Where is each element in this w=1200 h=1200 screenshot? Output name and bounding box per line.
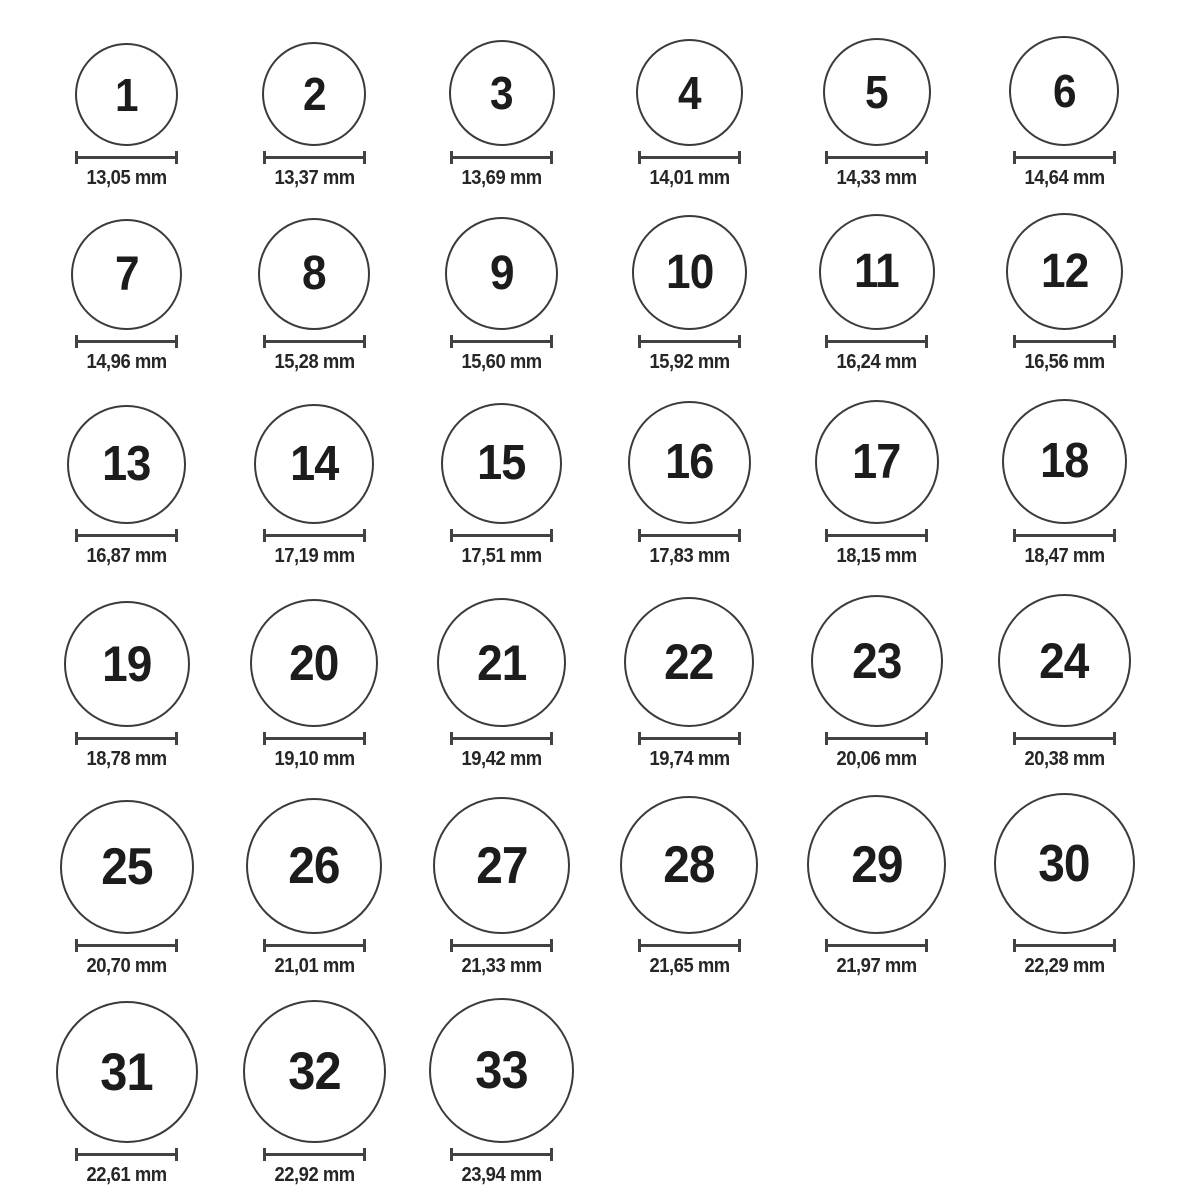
ring-size-item bbox=[408, 40, 596, 189]
ring-circle bbox=[449, 40, 555, 146]
diameter-dimension-line bbox=[450, 939, 553, 952]
ring-size-item bbox=[408, 797, 596, 977]
ring-circle bbox=[998, 594, 1131, 727]
ring-size-number: 5 bbox=[865, 66, 889, 118]
diameter-dimension-line bbox=[638, 732, 741, 745]
ring-circle bbox=[807, 795, 946, 934]
ring-size-item bbox=[408, 217, 596, 373]
diameter-label: 20,70 mm bbox=[86, 955, 167, 977]
dimension-tick-right bbox=[550, 1148, 553, 1161]
ring-circle bbox=[437, 598, 566, 727]
diameter-label: 19,10 mm bbox=[274, 748, 355, 770]
diameter-dimension-line bbox=[263, 151, 366, 164]
chart-row bbox=[33, 399, 1200, 567]
ring-size-number: 29 bbox=[851, 835, 903, 894]
diameter-label: 13,05 mm bbox=[86, 167, 167, 189]
ring-circle bbox=[254, 404, 374, 524]
diameter-dimension-line bbox=[450, 151, 553, 164]
dimension-bar bbox=[78, 534, 175, 537]
ring-circle bbox=[75, 43, 178, 146]
ring-size-item bbox=[221, 218, 409, 373]
ring-circle bbox=[1006, 213, 1123, 330]
ring-size-item bbox=[783, 595, 971, 770]
dimension-tick-right bbox=[738, 939, 741, 952]
dimension-bar bbox=[1016, 944, 1113, 947]
dimension-tick-right bbox=[550, 335, 553, 348]
ring-circle bbox=[620, 796, 758, 934]
dimension-tick-right bbox=[1113, 939, 1116, 952]
ring-circle bbox=[246, 798, 382, 934]
ring-circle bbox=[250, 599, 378, 727]
dimension-bar bbox=[78, 340, 175, 343]
ring-size-item bbox=[33, 601, 221, 770]
diameter-dimension-line bbox=[75, 939, 178, 952]
ring-circle bbox=[60, 800, 194, 934]
diameter-label: 17,19 mm bbox=[274, 545, 355, 567]
dimension-tick-right bbox=[550, 151, 553, 164]
dimension-tick-right bbox=[738, 732, 741, 745]
ring-circle bbox=[64, 601, 190, 727]
ring-size-item bbox=[971, 399, 1159, 567]
ring-size-number: 2 bbox=[302, 68, 326, 120]
diameter-label: 14,96 mm bbox=[86, 351, 167, 373]
ring-size-number: 27 bbox=[476, 836, 528, 895]
dimension-bar bbox=[1016, 737, 1113, 740]
diameter-dimension-line bbox=[450, 335, 553, 348]
diameter-dimension-line bbox=[638, 529, 741, 542]
dimension-tick-right bbox=[175, 151, 178, 164]
ring-size-item bbox=[596, 215, 784, 373]
diameter-label: 17,51 mm bbox=[461, 545, 542, 567]
dimension-tick-right bbox=[363, 1148, 366, 1161]
diameter-dimension-line bbox=[450, 529, 553, 542]
diameter-dimension-line bbox=[1013, 335, 1116, 348]
diameter-dimension-line bbox=[450, 732, 553, 745]
diameter-dimension-line bbox=[1013, 939, 1116, 952]
diameter-label: 15,60 mm bbox=[461, 351, 542, 373]
ring-size-item bbox=[783, 38, 971, 189]
dimension-bar bbox=[78, 944, 175, 947]
diameter-label: 20,06 mm bbox=[836, 748, 917, 770]
ring-size-item bbox=[408, 403, 596, 567]
ring-size-number: 4 bbox=[677, 66, 701, 119]
ring-size-number: 21 bbox=[477, 634, 527, 691]
ring-circle bbox=[433, 797, 570, 934]
ring-size-number: 10 bbox=[665, 245, 713, 299]
ring-size-number: 7 bbox=[114, 247, 139, 301]
diameter-label: 15,92 mm bbox=[649, 351, 730, 373]
diameter-label: 16,87 mm bbox=[86, 545, 167, 567]
diameter-dimension-line bbox=[75, 1148, 178, 1161]
ring-size-item bbox=[783, 795, 971, 977]
ring-circle bbox=[624, 597, 754, 727]
dimension-bar bbox=[1016, 340, 1113, 343]
ring-size-item bbox=[596, 39, 784, 189]
ring-size-item bbox=[221, 42, 409, 189]
ring-circle bbox=[243, 1000, 386, 1143]
dimension-tick-right bbox=[175, 529, 178, 542]
dimension-tick-right bbox=[1113, 732, 1116, 745]
dimension-tick-right bbox=[550, 939, 553, 952]
diameter-dimension-line bbox=[1013, 529, 1116, 542]
dimension-bar bbox=[453, 737, 550, 740]
dimension-tick-right bbox=[925, 939, 928, 952]
diameter-label: 19,74 mm bbox=[649, 748, 730, 770]
dimension-tick-right bbox=[1113, 151, 1116, 164]
diameter-label: 21,97 mm bbox=[836, 955, 917, 977]
diameter-dimension-line bbox=[638, 151, 741, 164]
ring-circle bbox=[56, 1001, 198, 1143]
diameter-dimension-line bbox=[825, 732, 928, 745]
dimension-bar bbox=[453, 1153, 550, 1156]
dimension-tick-right bbox=[363, 151, 366, 164]
ring-size-number: 14 bbox=[290, 436, 339, 491]
diameter-label: 18,78 mm bbox=[86, 748, 167, 770]
ring-circle bbox=[823, 38, 931, 146]
diameter-dimension-line bbox=[825, 939, 928, 952]
diameter-dimension-line bbox=[825, 151, 928, 164]
dimension-bar bbox=[453, 944, 550, 947]
ring-size-number: 33 bbox=[475, 1041, 528, 1100]
dimension-tick-right bbox=[175, 939, 178, 952]
ring-size-number: 18 bbox=[1040, 434, 1089, 488]
ring-size-number: 11 bbox=[854, 245, 900, 298]
ring-size-number: 15 bbox=[477, 436, 526, 490]
ring-circle bbox=[1002, 399, 1127, 524]
chart-row bbox=[33, 594, 1200, 770]
diameter-label: 19,42 mm bbox=[461, 748, 542, 770]
dimension-tick-right bbox=[175, 1148, 178, 1161]
dimension-bar bbox=[453, 340, 550, 343]
dimension-bar bbox=[266, 1153, 363, 1156]
diameter-label: 20,38 mm bbox=[1024, 748, 1105, 770]
ring-size-item bbox=[596, 597, 784, 770]
ring-size-item bbox=[971, 594, 1159, 770]
ring-size-number: 31 bbox=[100, 1042, 153, 1102]
diameter-dimension-line bbox=[1013, 732, 1116, 745]
ring-size-item bbox=[783, 400, 971, 567]
diameter-label: 16,24 mm bbox=[836, 351, 917, 373]
diameter-dimension-line bbox=[263, 1148, 366, 1161]
ring-size-number: 9 bbox=[489, 246, 514, 300]
dimension-bar bbox=[78, 737, 175, 740]
ring-size-item bbox=[596, 796, 784, 977]
ring-size-item bbox=[33, 405, 221, 567]
dimension-tick-right bbox=[925, 529, 928, 542]
diameter-dimension-line bbox=[825, 335, 928, 348]
ring-size-item bbox=[596, 401, 784, 567]
dimension-tick-right bbox=[738, 529, 741, 542]
ring-size-item bbox=[33, 43, 221, 189]
ring-size-number: 24 bbox=[1039, 632, 1089, 689]
dimension-bar bbox=[453, 534, 550, 537]
diameter-label: 21,65 mm bbox=[649, 955, 730, 977]
ring-size-item bbox=[221, 599, 409, 770]
ring-size-item bbox=[408, 598, 596, 770]
dimension-bar bbox=[266, 534, 363, 537]
dimension-tick-right bbox=[738, 151, 741, 164]
dimension-tick-right bbox=[363, 732, 366, 745]
diameter-dimension-line bbox=[263, 335, 366, 348]
dimension-bar bbox=[641, 156, 738, 159]
ring-size-item bbox=[971, 36, 1159, 189]
dimension-bar bbox=[453, 156, 550, 159]
ring-size-item bbox=[408, 998, 596, 1186]
diameter-label: 18,47 mm bbox=[1024, 545, 1105, 567]
dimension-bar bbox=[641, 737, 738, 740]
diameter-label: 21,01 mm bbox=[274, 955, 355, 977]
diameter-label: 13,37 mm bbox=[274, 167, 355, 189]
ring-circle bbox=[994, 793, 1135, 934]
ring-circle bbox=[819, 214, 935, 330]
ring-circle bbox=[262, 42, 366, 146]
diameter-label: 17,83 mm bbox=[649, 545, 730, 567]
ring-size-number: 19 bbox=[102, 636, 152, 692]
dimension-tick-right bbox=[175, 335, 178, 348]
diameter-dimension-line bbox=[638, 939, 741, 952]
ring-size-number: 8 bbox=[302, 247, 327, 300]
dimension-bar bbox=[828, 156, 925, 159]
ring-size-item bbox=[971, 793, 1159, 977]
dimension-bar bbox=[266, 737, 363, 740]
dimension-bar bbox=[1016, 156, 1113, 159]
ring-size-number: 30 bbox=[1038, 834, 1090, 893]
ring-size-number: 17 bbox=[852, 434, 901, 489]
ring-size-number: 25 bbox=[101, 838, 153, 896]
ring-circle bbox=[815, 400, 939, 524]
ring-circle bbox=[811, 595, 943, 727]
diameter-label: 18,15 mm bbox=[836, 545, 917, 567]
ring-size-item bbox=[33, 219, 221, 373]
ring-circle bbox=[636, 39, 743, 146]
ring-size-item bbox=[33, 800, 221, 977]
ring-circle bbox=[258, 218, 370, 330]
dimension-bar bbox=[828, 534, 925, 537]
diameter-label: 13,69 mm bbox=[461, 167, 542, 189]
dimension-bar bbox=[828, 340, 925, 343]
dimension-tick-right bbox=[1113, 529, 1116, 542]
ring-size-number: 12 bbox=[1040, 244, 1088, 298]
diameter-dimension-line bbox=[825, 529, 928, 542]
ring-size-number: 23 bbox=[852, 633, 902, 689]
ring-size-number: 6 bbox=[1052, 65, 1076, 117]
dimension-tick-right bbox=[550, 732, 553, 745]
diameter-label: 21,33 mm bbox=[461, 955, 542, 977]
diameter-dimension-line bbox=[450, 1148, 553, 1161]
diameter-dimension-line bbox=[75, 151, 178, 164]
diameter-dimension-line bbox=[75, 732, 178, 745]
dimension-tick-right bbox=[175, 732, 178, 745]
ring-size-number: 22 bbox=[664, 634, 714, 690]
dimension-bar bbox=[641, 534, 738, 537]
ring-size-number: 13 bbox=[102, 437, 151, 491]
ring-circle bbox=[67, 405, 186, 524]
dimension-tick-right bbox=[363, 529, 366, 542]
dimension-tick-right bbox=[363, 335, 366, 348]
ring-size-item bbox=[221, 798, 409, 977]
ring-size-number: 32 bbox=[288, 1042, 341, 1101]
ring-size-number: 1 bbox=[115, 68, 139, 121]
dimension-tick-right bbox=[1113, 335, 1116, 348]
ring-size-item bbox=[33, 1001, 221, 1186]
dimension-bar bbox=[266, 156, 363, 159]
ring-size-number: 26 bbox=[288, 837, 340, 895]
dimension-tick-right bbox=[925, 151, 928, 164]
diameter-label: 14,01 mm bbox=[649, 167, 730, 189]
ring-circle bbox=[445, 217, 558, 330]
dimension-tick-right bbox=[550, 529, 553, 542]
diameter-label: 22,29 mm bbox=[1024, 955, 1105, 977]
dimension-bar bbox=[266, 944, 363, 947]
dimension-bar bbox=[641, 340, 738, 343]
diameter-dimension-line bbox=[1013, 151, 1116, 164]
diameter-dimension-line bbox=[263, 732, 366, 745]
diameter-label: 22,92 mm bbox=[274, 1164, 355, 1186]
ring-circle bbox=[1009, 36, 1119, 146]
chart-row bbox=[33, 36, 1200, 189]
dimension-bar bbox=[78, 156, 175, 159]
ring-size-number: 16 bbox=[665, 435, 714, 489]
chart-row bbox=[33, 213, 1200, 373]
ring-circle bbox=[632, 215, 747, 330]
diameter-dimension-line bbox=[263, 529, 366, 542]
dimension-bar bbox=[266, 340, 363, 343]
diameter-dimension-line bbox=[638, 335, 741, 348]
diameter-label: 16,56 mm bbox=[1024, 351, 1105, 373]
ring-size-item bbox=[971, 213, 1159, 373]
ring-size-number: 28 bbox=[663, 836, 715, 894]
dimension-tick-right bbox=[925, 732, 928, 745]
dimension-tick-right bbox=[925, 335, 928, 348]
dimension-bar bbox=[1016, 534, 1113, 537]
ring-circle bbox=[628, 401, 751, 524]
diameter-label: 23,94 mm bbox=[461, 1164, 542, 1186]
ring-circle bbox=[71, 219, 182, 330]
chart-row bbox=[33, 998, 1200, 1186]
dimension-bar bbox=[78, 1153, 175, 1156]
ring-size-item bbox=[783, 214, 971, 373]
diameter-label: 14,33 mm bbox=[836, 167, 917, 189]
dimension-bar bbox=[828, 944, 925, 947]
ring-size-item bbox=[221, 1000, 409, 1186]
diameter-label: 14,64 mm bbox=[1024, 167, 1105, 189]
dimension-tick-right bbox=[363, 939, 366, 952]
dimension-tick-right bbox=[738, 335, 741, 348]
diameter-label: 15,28 mm bbox=[274, 351, 355, 373]
diameter-dimension-line bbox=[75, 335, 178, 348]
dimension-bar bbox=[641, 944, 738, 947]
diameter-dimension-line bbox=[75, 529, 178, 542]
diameter-dimension-line bbox=[263, 939, 366, 952]
ring-size-item bbox=[221, 404, 409, 567]
ring-circle bbox=[441, 403, 562, 524]
ring-circle bbox=[429, 998, 574, 1143]
diameter-label: 22,61 mm bbox=[86, 1164, 167, 1186]
ring-size-number: 20 bbox=[289, 635, 339, 691]
ring-size-number: 3 bbox=[490, 67, 514, 119]
dimension-bar bbox=[828, 737, 925, 740]
chart-row bbox=[33, 793, 1200, 977]
